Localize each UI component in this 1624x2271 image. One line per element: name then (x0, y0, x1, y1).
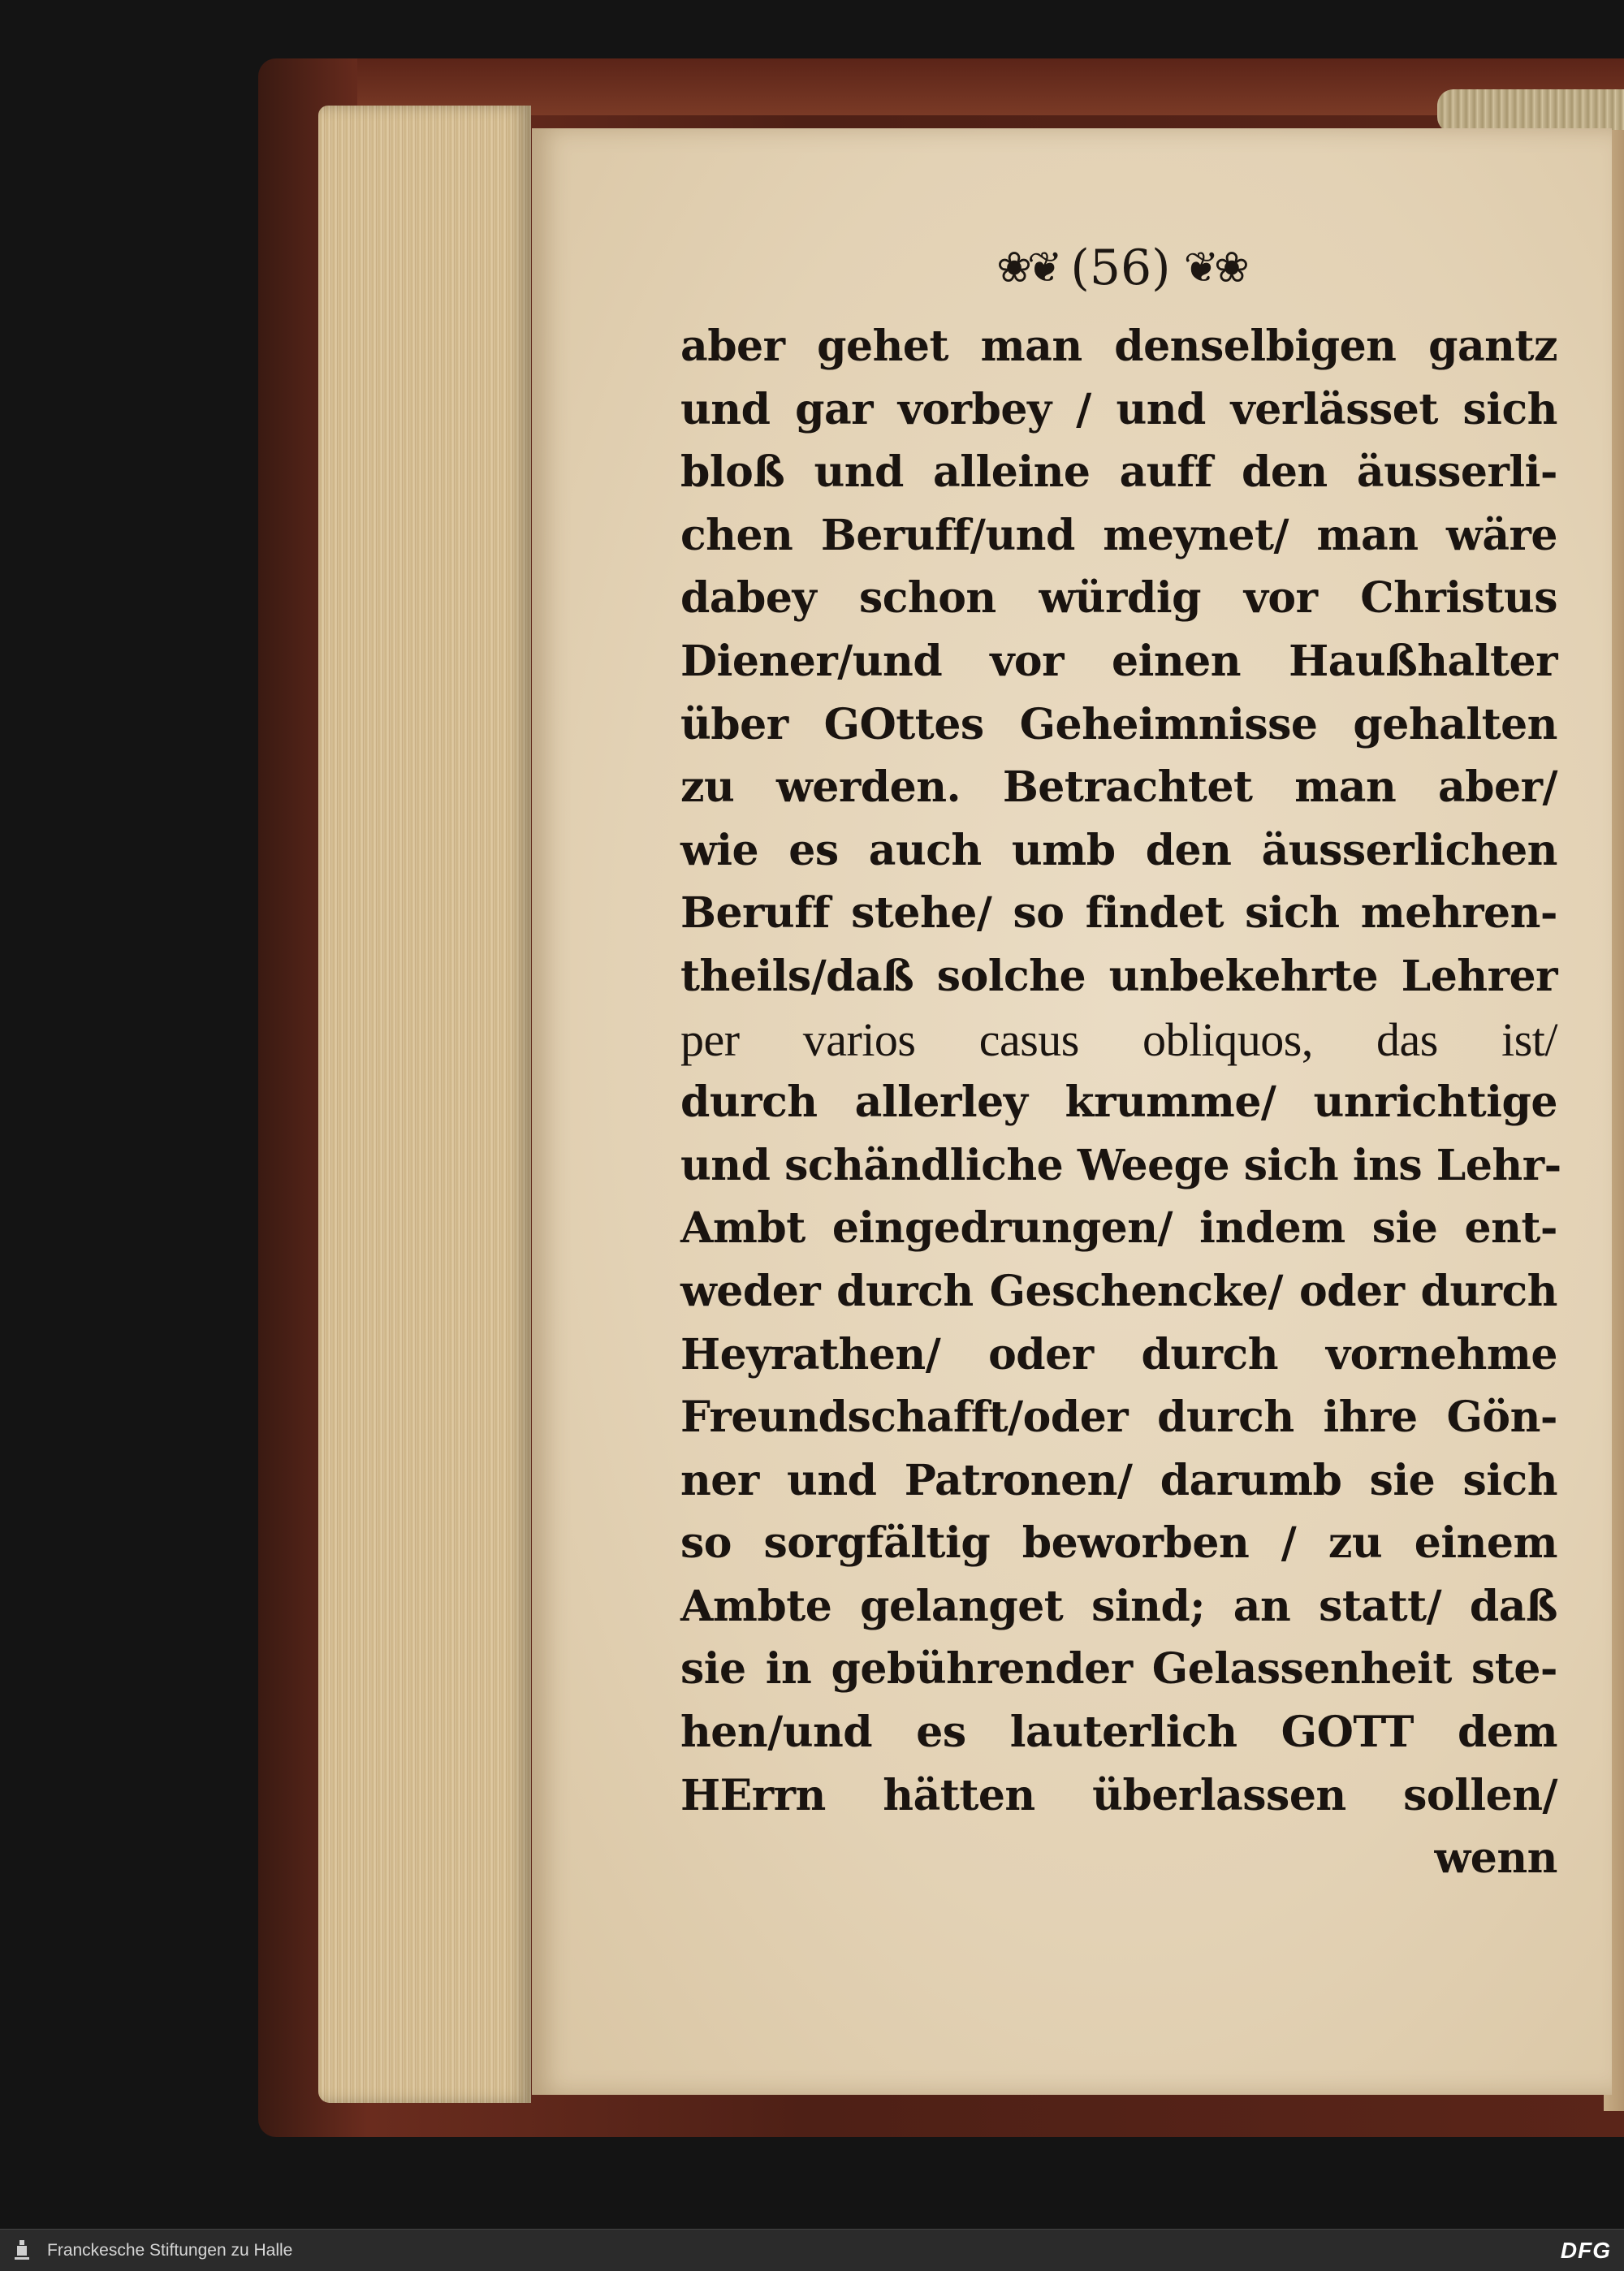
text-line: ner und Patronen/ darumb sie sich (680, 1455, 1557, 1505)
text-line: dabey schon würdig vor Christus (680, 573, 1557, 624)
text-line: Beruff stehe/ so findet sich mehren- (680, 888, 1557, 939)
book-cover-top (357, 58, 1624, 115)
text-line: theils/daß solche unbekehrte Lehrer (680, 951, 1557, 1001)
text-line: und gar vorbey / und verlässet sich (680, 384, 1557, 434)
institution-logo-icon (11, 2238, 32, 2264)
text-line: Heyrathen/ oder durch vornehme (680, 1329, 1557, 1379)
text-line: durch allerley krumme/ unrichtige (680, 1077, 1557, 1128)
viewer-footer (0, 2229, 1624, 2271)
book-headband (1437, 89, 1624, 133)
text-line: Ambt eingedrungen/ indem sie ent- (680, 1203, 1557, 1254)
catchword: wenn (1434, 1833, 1557, 1884)
text-line-latin: per varios casus obliquos, das ist/ (680, 1012, 1557, 1066)
text-line: so sorgfältig beworben / zu einem (680, 1518, 1557, 1569)
text-line: HErrn hätten überlassen sollen/ (680, 1770, 1557, 1820)
text-line: hen/und es lauterlich GOTT dem (680, 1708, 1557, 1758)
text-line: und schändliche Weege sich ins Lehr- (680, 1140, 1561, 1190)
text-line: Freundschafft/oder durch ihre Gön- (680, 1392, 1557, 1443)
text-line: über GOttes Geheimnisse gehalten (680, 699, 1557, 749)
text-line: sie in gebührender Gelassenheit ste- (680, 1644, 1557, 1695)
dfg-logo: DFG (1560, 2237, 1611, 2263)
page-text (680, 315, 1561, 1890)
page-header (942, 235, 1299, 300)
institution-name: Franckesche Stiftungen zu Halle (47, 2240, 293, 2260)
text-line: zu werden. Betrachtet man aber/ (680, 762, 1557, 813)
text-line: aber gehet man denselbigen gantz (680, 322, 1557, 371)
left-ornament-icon: ❀❦ (996, 244, 1058, 292)
text-line: Diener/und vor einen Haußhalter (680, 636, 1557, 686)
text-line: chen Beruff/und meynet/ man wäre (680, 510, 1557, 560)
text-line: Ambte gelanget sind; an statt/ daß (680, 1581, 1557, 1631)
right-ornament-icon: ❦❀ (1183, 244, 1245, 292)
text-line: wie es auch umb den äusserlichen (680, 825, 1557, 875)
page-edges (318, 106, 531, 2103)
text-line: weder durch Geschencke/ oder durch (680, 1266, 1557, 1316)
text-line: bloß und alleine auff den äusserli- (680, 447, 1557, 498)
page-number: (56) (1070, 240, 1171, 296)
